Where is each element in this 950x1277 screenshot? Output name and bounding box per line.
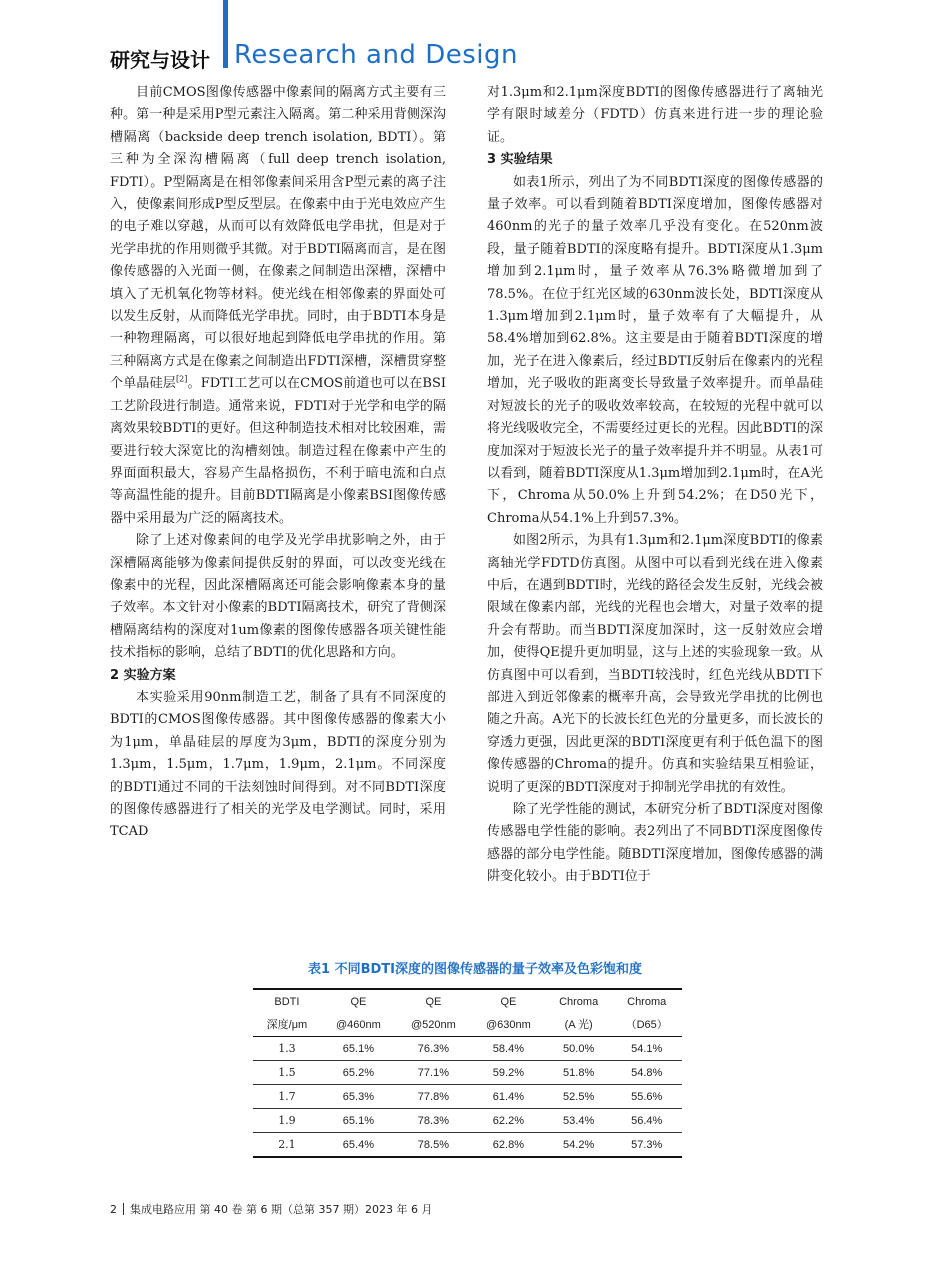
table-row — [253, 1061, 682, 1085]
table-cell: 54.8% — [611, 1061, 682, 1085]
paragraph-continued: 对1.3μm和2.1μm深度BDTI的图像传感器进行了离轴光学有限时域差分（FDTD）仿真来进行进一步的理论验证。 — [487, 85, 823, 145]
header-cell: Chroma — [627, 995, 667, 1008]
paragraph-results-electrical: 除了光学性能的测试，本研究分析了BDTI深度对图像传感器电学性能的影响。表2列出了不同BDTI深度图像传感器的部分电学性能。随BDTI深度增加，图像传感器的满阱变化较小。由于BDTI位于 — [487, 802, 823, 885]
section-title-zh: 研究与设计 — [110, 48, 210, 72]
header-cell: (A 光) — [546, 1013, 611, 1037]
table-cell: 1.7 — [253, 1085, 321, 1109]
table-cell: 2.1 — [278, 1138, 296, 1151]
table-row — [253, 1133, 682, 1158]
page-number: 2 — [110, 1203, 117, 1216]
table-cell: 77.1% — [396, 1061, 471, 1085]
section-heading-3: 3 实验结果 — [487, 152, 553, 168]
table-cell: 77.8% — [396, 1085, 471, 1109]
table-row — [253, 1037, 682, 1061]
header-cell: @630nm — [471, 1013, 546, 1037]
table-caption: 表1 不同BDTI深度的图像传感器的量子效率及色彩饱和度 — [308, 962, 642, 977]
qe-chroma-table — [253, 988, 682, 1158]
table-cell: 51.8% — [546, 1061, 611, 1085]
paragraph-experiment: 本实验采用90nm制造工艺，制备了具有不同深度的BDTI的CMOS图像传感器。其中图像传感器的像素大小为1μm，单晶硅层的厚度为3μm，BDTI的深度分别为1.3μm，1.5μm，1.7μm，1.9μm，2.1μm。不同深度的BDTI通过不同的干法刻蚀时间得到。对不同BDTI深度的图像传感器进行了相关的光学及电学测试。同时，采用TCAD — [110, 689, 446, 840]
table-cell: 55.6% — [611, 1085, 682, 1109]
header-cell: QE — [500, 995, 517, 1008]
table-cell: 54.2% — [563, 1138, 595, 1151]
header-cell: （D65） — [611, 1013, 682, 1037]
header-cell: @520nm — [396, 1013, 471, 1037]
header-cell: 深度/μm — [253, 1013, 321, 1037]
header-cell: BDTI — [274, 995, 300, 1008]
table-cell: 65.3% — [321, 1085, 396, 1109]
journal-info: 集成电路应用 第 40 卷 第 6 期（总第 357 期）2023 年 6 月 — [130, 1203, 433, 1216]
table-cell: 65.4% — [342, 1138, 374, 1151]
table-cell: 58.4% — [471, 1037, 546, 1061]
table-cell: 1.5 — [253, 1061, 321, 1085]
table-header-row — [253, 1013, 682, 1037]
right-column — [487, 82, 823, 889]
table-cell: 65.1% — [321, 1037, 396, 1061]
table-cell: 54.1% — [611, 1037, 682, 1061]
table-cell: 78.3% — [396, 1109, 471, 1133]
paragraph-results-qe: 如表1所示，列出了为不同BDTI深度的图像传感器的量子效率。可以看到随着BDTI深度增加，图像传感器对460nm的光子的量子效率几乎没有变化。在520nm波段，量子随着BDTI的深度略有提升。BDTI深度从1.3μm增加到2.1μm时，量子效率从76.3%略微增加到了78.5%。在位于红光区域的630nm波长处，BDTI深度从1.3μm增加到2.1μm时，量子效率有了大幅提升，从58.4%增加到62.8%。这主要是由于随着BDTI深度的增加，光子在进入像素后，经过BDTI反射后在像素内的光程增加，光子吸收的距离变长导致量子效率提升。而单晶硅对短波长的光子的吸收效率较高，在较短的光程中就可以将光线吸收完全，不需要经过更长的光程。因此BDTI的深度加深对于短波长光子的量子效率提升并不明显。从表1可以看到，随着BDTI深度从1.3μm增加到2.1μm时，在A光下，Chroma从50.0%上升到54.2%；在D50光下，Chroma从54.1%上升到57.3%。 — [487, 174, 823, 526]
paragraph-isolation-methods: 目前CMOS图像传感器中像素间的隔离方式主要有三种。第一种是采用P型元素注入隔离。第二种采用背侧深沟槽隔离（backside deep trench isolation, BDTI）。第三种为全深沟槽隔离（full deep trench isolation, FDTI）。P型隔离是在相邻像素间采用含P型元素的离子注入，使像素间形成P型反型层。在像素中由于光电效应产生的电子难以穿越，从而可以有效降低电学串扰，但是对于光学串扰的作用则微乎其微。对于BDTI隔离而言，是在图像传感器的入光面一侧，在像素之间制造出深槽，深槽中填入了无机氧化物等材料。使光线在相邻像素的界面处可以发生反射，从而降低光学串扰。同时，由于BDTI本身是一种物理隔离，可以很好地起到降低电学串扰的作用。第三种隔离方式是在像素之间制造出FDTI深槽，深槽贯穿整个单晶硅层[2]。FDTI工艺可以在CMOS前道也可以在BSI工艺阶段进行制造。通常来说，FDTI对于光学和电学的隔离效果较BDTI的更好。但这种制造技术相对比较困难，需要进行较大深宽比的沟槽刻蚀。制造过程在像素中产生的界面面积最大，容易产生晶格损伤，不利于暗电流和白点等高温性能的提升。目前BDTI隔离是小像素BSI图像传感器中采用最为广泛的隔离技术。 — [110, 85, 446, 526]
table-cell: 65.2% — [321, 1061, 396, 1085]
section-title-en: Research and Design — [234, 40, 518, 70]
left-column — [110, 82, 446, 844]
table-cell: 78.5% — [417, 1138, 449, 1151]
table-cell: 59.2% — [471, 1061, 546, 1085]
table-cell: 52.5% — [546, 1085, 611, 1109]
table-cell: 1.3 — [253, 1037, 321, 1061]
table-row — [253, 1109, 682, 1133]
table-row — [253, 1085, 682, 1109]
header-cell: Chroma — [559, 995, 599, 1008]
page-header — [110, 0, 870, 78]
table-cell: 62.8% — [492, 1138, 524, 1151]
citation-ref: [2] — [176, 374, 188, 384]
table-cell: 50.0% — [546, 1037, 611, 1061]
section-heading-2: 2 实验方案 — [110, 667, 176, 683]
table-cell: 56.4% — [611, 1109, 682, 1133]
header-cell: @460nm — [321, 1013, 396, 1037]
table-cell: 62.2% — [471, 1109, 546, 1133]
table-cell: 57.3% — [631, 1138, 663, 1151]
paragraph-results-fdtd: 如图2所示，为具有1.3μm和2.1μm深度BDTI的像素离轴光学FDTD仿真图。从图中可以看到光线在进入像素中后，在遇到BDTI时，光线的路径会发生反射，光线会被限域在像素内部，光线的光程也会增大，对量子效率的提升会有帮助。而当BDTI深度加深时，这一反射效应会增加，使得QE提升更加明显，这与上述的实验现象一致。从仿真图中可以看到，当BDTI较浅时，红色光线从BDTI下部进入到近邻像素的概率升高，会导致光学串扰的比例也随之升高。A光下的长波长红色光的分量更多，而长波长的穿透力更强，因此更深的BDTI深度更有利于低色温下的图像传感器的Chroma的提升。仿真和实验结果互相验证，说明了更深的BDTI深度对于抑制光学串扰的有效性。 — [487, 533, 823, 795]
paragraph-motivation: 除了上述对像素间的电学及光学串扰影响之外，由于深槽隔离能够为像素间提供反射的界面，可以改变光线在像素中的光程，因此深槽隔离还可能会影响像素本身的量子效率。本文针对小像素的BDTI隔离技术，研究了背侧深槽隔离结构的深度对1um像素的图像传感器各项关键性能技术指标的影响，总结了BDTI的优化思路和方向。 — [110, 533, 446, 661]
header-cell: QE — [350, 995, 367, 1008]
table-cell: 61.4% — [471, 1085, 546, 1109]
header-cell: QE — [425, 995, 442, 1008]
table-cell: 76.3% — [396, 1037, 471, 1061]
header-accent-bar — [223, 0, 228, 68]
table-cell: 65.1% — [321, 1109, 396, 1133]
table-cell: 53.4% — [546, 1109, 611, 1133]
page-footer — [110, 1201, 432, 1217]
table-cell: 1.9 — [253, 1109, 321, 1133]
footer-divider — [123, 1203, 124, 1215]
table-header-row — [253, 989, 682, 1013]
